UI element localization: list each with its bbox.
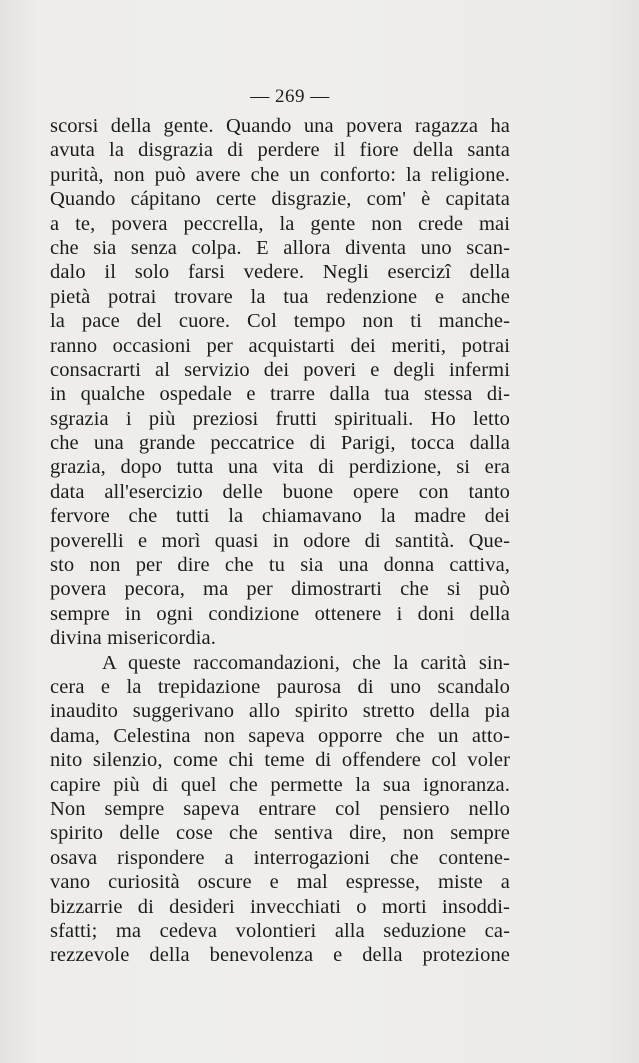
text-line: povera pecora, ma per dimostrarti che si può xyxy=(50,578,510,601)
text-line: inaudito suggerivano allo spirito stretto della pia xyxy=(50,700,510,723)
page-number: — 269 — xyxy=(250,86,330,107)
text-line: in qualche ospedale e trarre dalla tua stessa di- xyxy=(50,383,510,406)
body-text xyxy=(50,114,510,968)
text-line: sto non per dire che tu sia una donna cattiva, xyxy=(50,554,510,577)
text-line: Non sempre sapeva entrare col pensiero nello xyxy=(50,797,510,820)
text-line: divina misericordia. xyxy=(50,627,216,650)
text-line: vano curiosità oscure e mal espresse, miste a xyxy=(50,871,510,894)
text-line: ranno occasioni per acquistarti dei meriti, potrai xyxy=(50,334,510,357)
text-line: sempre in ogni condizione ottenere i doni della xyxy=(50,602,510,625)
text-line: spirito delle cose che sentiva dire, non sempre xyxy=(50,822,510,845)
paragraph xyxy=(50,114,510,651)
text-line: bizzarrie di desideri invecchiati o morti insoddi- xyxy=(50,895,510,918)
text-line: A queste raccomandazioni, che la carità sin- xyxy=(102,651,510,674)
text-line: poverelli e morì quasi in odore di santità. Que- xyxy=(50,529,510,552)
text-line: nito silenzio, come chi teme di offendere col voler xyxy=(50,749,510,772)
text-line: consacrarti al servizio dei poveri e degli infermi xyxy=(50,358,510,381)
text-line: scorsi della gente. Quando una povera ragazza ha xyxy=(50,115,510,137)
text-line: sgrazia i più preziosi frutti spirituali. Ho letto xyxy=(50,407,510,430)
text-line: avuta la disgrazia di perdere il fiore della santa xyxy=(50,139,510,162)
text-line: grazia, dopo tutta una vita di perdizione, si era xyxy=(50,456,510,479)
text-line: capire più di quel che permette la sua ignoranza. xyxy=(50,773,510,796)
text-line: cera e la trepidazione paurosa di uno scandalo xyxy=(50,675,510,698)
text-line: dama, Celestina non sapeva opporre che un atto- xyxy=(50,724,510,747)
text-line: purità, non può avere che un conforto: la religione. xyxy=(50,163,510,186)
text-line: dalo il solo farsi vedere. Negli esercizî della xyxy=(50,261,510,284)
text-line: che sia senza colpa. E allora diventa uno scan- xyxy=(50,236,510,259)
paragraph xyxy=(50,651,510,968)
text-line: Quando cápitano certe disgrazie, com' è capitata xyxy=(50,188,510,211)
text-line: osava rispondere a interrogazioni che contene- xyxy=(50,846,510,869)
text-line: che una grande peccatrice di Parigi, tocca dalla xyxy=(50,432,510,455)
text-line: a te, povera peccrella, la gente non crede mai xyxy=(50,212,510,235)
text-line: data all'esercizio delle buone opere con tanto xyxy=(50,480,510,503)
text-line: fervore che tutti la chiamavano la madre dei xyxy=(50,505,510,528)
text-line: rezzevole della benevolenza e della protezione xyxy=(50,944,510,967)
text-line: sfatti; ma cedeva volontieri alla seduzione ca- xyxy=(50,919,510,942)
text-line: la pace del cuore. Col tempo non ti manche- xyxy=(50,310,510,333)
text-line: pietà potrai trovare la tua redenzione e anche xyxy=(50,285,510,308)
